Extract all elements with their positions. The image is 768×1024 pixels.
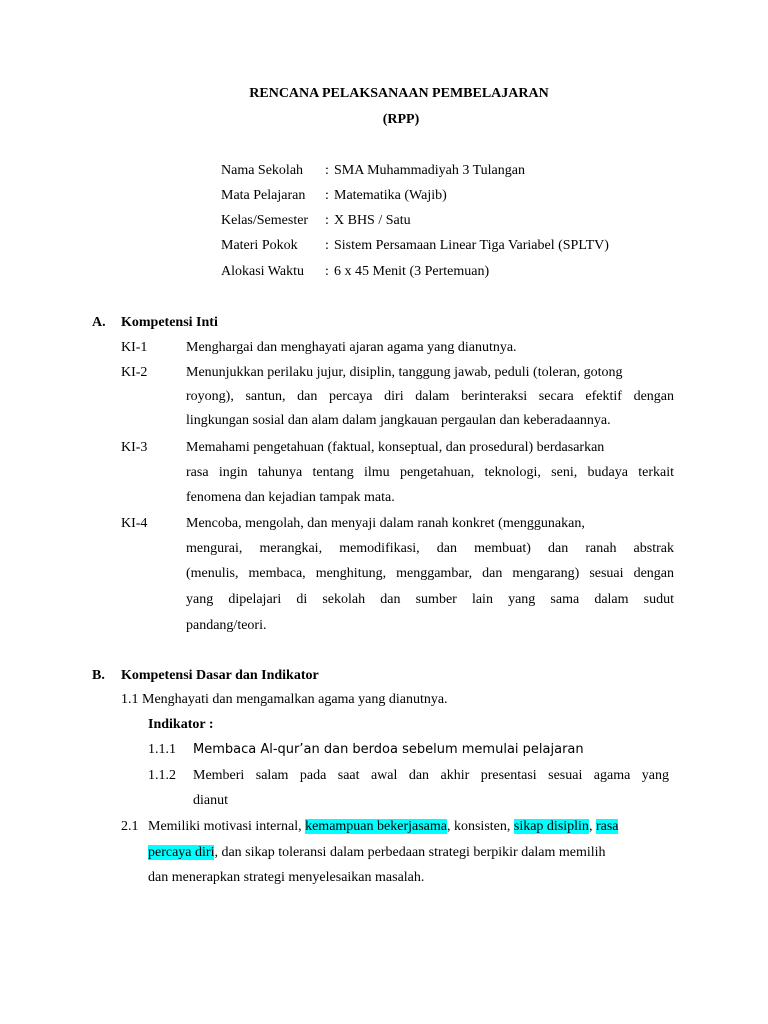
ki-text: Mencoba, mengolah, dan menyaji dalam ranah konkret (menggunakan, <box>186 516 585 531</box>
identity-separator: : <box>325 238 329 253</box>
identity-value: Matematika (Wajib) <box>334 188 447 203</box>
identity-separator: : <box>325 213 329 228</box>
document-title: RENCANA PELAKSANAAN PEMBELAJARAN <box>249 86 549 101</box>
indikator-number: 1.1.2 <box>148 768 176 783</box>
identity-value: 6 x 45 Menit (3 Pertemuan) <box>334 264 490 279</box>
section-title: Kompetensi Dasar dan Indikator <box>121 668 319 683</box>
ki-code: KI-3 <box>121 440 148 455</box>
kd-text: , konsisten, <box>446 819 511 834</box>
ki-text: lingkungan sosial dan alam dalam jangkauan pergaulan dan keberadaannya. <box>186 413 611 428</box>
section-letter: B. <box>92 668 105 683</box>
ki-text-line: royong), santun, dan percaya diri dalam berinteraksi secara efektif dengan <box>186 389 674 404</box>
identity-separator: : <box>325 188 329 203</box>
identity-label: Nama Sekolah <box>221 163 304 178</box>
identity-value: Sistem Persamaan Linear Tiga Variabel (SPLTV) <box>334 238 609 253</box>
identity-separator: : <box>325 264 329 279</box>
identity-label: Kelas/Semester <box>221 213 309 228</box>
identity-row-school <box>221 163 525 183</box>
ki-text-line: (menulis, membaca, menghitung, menggambar, dan mengarang) sesuai dengan <box>186 566 674 581</box>
ki-text <box>186 566 674 582</box>
identity-label: Mata Pelajaran <box>221 188 306 203</box>
document-subtitle: (RPP) <box>382 112 420 127</box>
identity-row-subject <box>221 188 447 208</box>
ki-text: Menghargai dan menghayati ajaran agama yang dianutnya. <box>186 340 517 355</box>
kd-text: Memiliki motivasi internal, <box>148 819 302 834</box>
ki-text-line: yang dipelajari di sekolah dan sumber lain yang sama dalam sudut <box>186 592 674 607</box>
ki-text: fenomena dan kejadian tampak mata. <box>186 490 395 505</box>
highlight-kemampuan: kemampuan bekerjasama <box>305 819 447 834</box>
identity-row-class <box>221 213 411 233</box>
ki-text <box>186 465 674 481</box>
kd-1-1: 1.1 Menghayati dan mengamalkan agama yang dianutnya. <box>121 692 448 707</box>
identity-row-time <box>221 264 489 284</box>
kd-2-1-line-1 <box>148 819 618 835</box>
highlight-percaya-diri: percaya diri <box>148 845 215 860</box>
ki-text: Menunjukkan perilaku jujur, disiplin, tanggung jawab, peduli (toleran, gotong <box>186 365 623 380</box>
ki-text: Memahami pengetahuan (faktual, konseptual, dan prosedural) berdasarkan <box>186 440 605 455</box>
kd-number: 2.1 <box>121 819 139 834</box>
identity-label: Alokasi Waktu <box>221 264 304 279</box>
highlight-disiplin: sikap disiplin <box>513 819 589 834</box>
ki-text <box>186 541 674 557</box>
identity-label: Materi Pokok <box>221 238 298 253</box>
identity-row-topic <box>221 238 609 258</box>
ki-text <box>186 592 674 608</box>
identity-separator: : <box>325 163 329 178</box>
section-letter: A. <box>92 315 106 330</box>
indikator-number: 1.1.1 <box>148 742 176 757</box>
kd-text: , <box>588 819 593 834</box>
section-title: Kompetensi Inti <box>121 315 218 330</box>
indikator-text <box>193 768 669 784</box>
ki-code: KI-2 <box>121 365 148 380</box>
kd-2-1-line-2 <box>148 845 606 861</box>
ki-text-line: rasa ingin tahunya tentang ilmu pengetahuan, teknologi, seni, budaya terkait <box>186 465 674 480</box>
highlight-rasa: rasa <box>595 819 619 834</box>
kd-2-1-line-3: dan menerapkan strategi menyelesaikan masalah. <box>148 870 425 885</box>
ki-text: pandang/teori. <box>186 618 267 633</box>
ki-text-line: mengurai, merangkai, memodifikasi, dan membuat) dan ranah abstrak <box>186 541 674 556</box>
indikator-text: dianut <box>193 793 228 808</box>
indikator-text: Membaca Al-qur’an dan berdoa sebelum memulai pelajaran <box>193 742 584 757</box>
indikator-label: Indikator : <box>148 717 214 732</box>
ki-code: KI-4 <box>121 516 148 531</box>
identity-value: X BHS / Satu <box>334 213 411 228</box>
indikator-text-line: Memberi salam pada saat awal dan akhir presentasi sesuai agama yang <box>193 768 669 783</box>
ki-text <box>186 389 674 405</box>
kd-text: , dan sikap toleransi dalam perbedaan strategi berpikir dalam memilih <box>214 845 606 860</box>
ki-code: KI-1 <box>121 340 148 355</box>
identity-value: SMA Muhammadiyah 3 Tulangan <box>334 163 525 178</box>
